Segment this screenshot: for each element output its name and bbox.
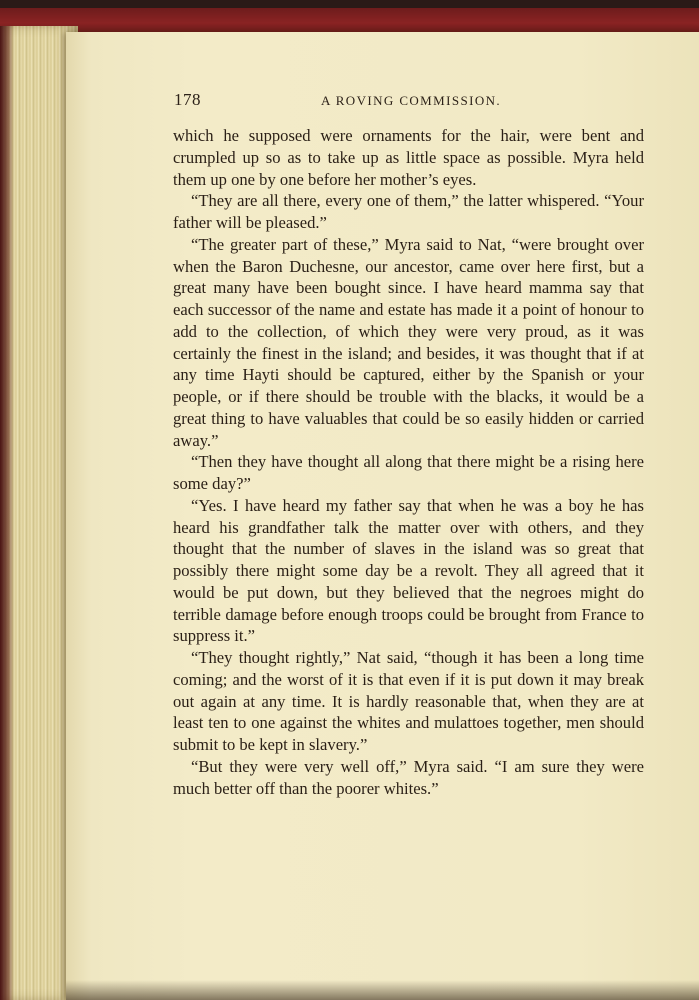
page-bottom-shadow [66,980,699,1000]
paragraph-3: “The greater part of these,” Myra said to Nat, “were brought over when the Baron Duchesne, our ancestor, came over here first, but a great many have been bought since. I have heard mamma say that each successor of the name and estate has made it a point of honour to add to the collection, of which they were very proud, as it was certainly the finest in the island; and besides, it was thought that if at any time Hayti should be captured, either by the Spanish or your people, or if there should be trouble with the blacks, it would be a great thing to have valuables that could be so easily hidden or carried away.” [173,234,644,450]
body-text [173,125,644,799]
paragraph-1: which he supposed were ornaments for the hair, were bent and crumpled up so as to take up as little space as possible. Myra held them up one by one before her mother’s eyes. [173,126,644,189]
paragraph-7: “But they were very well off,” Myra said. “I am sure they were much better off than the poorer whites.” [173,756,644,798]
paragraph-4: “Then they have thought all along that there might be a rising here some day?” [173,452,644,493]
binding-shadow [0,26,14,1000]
page-header [174,90,644,114]
paragraph-5: “Yes. I have heard my father say that when he was a boy he has heard his grandfather talk the matter over with others, and they thought that the number of slaves in the island was so great that possibly there might some day be a revolt. They all agreed that it would be put down, but they believed that the negroes might do terrible damage before enough troops could be brought from France to suppress it.” [173,495,644,646]
running-title: A ROVING COMMISSION. [321,93,502,108]
paragraph-2: “They are all there, every one of them,” the latter whispered. “Your father will be pleased.” [173,191,644,232]
paragraph-6: “They thought rightly,” Nat said, “though it has been a long time coming; and the worst of it is that even if it is put down it may break out again at any time. It is hardly reasonable that, when they are at least ten to one against the whites and mulattoes together, men should submit to be kept in slavery.” [173,648,644,754]
page-number: 178 [174,90,201,109]
